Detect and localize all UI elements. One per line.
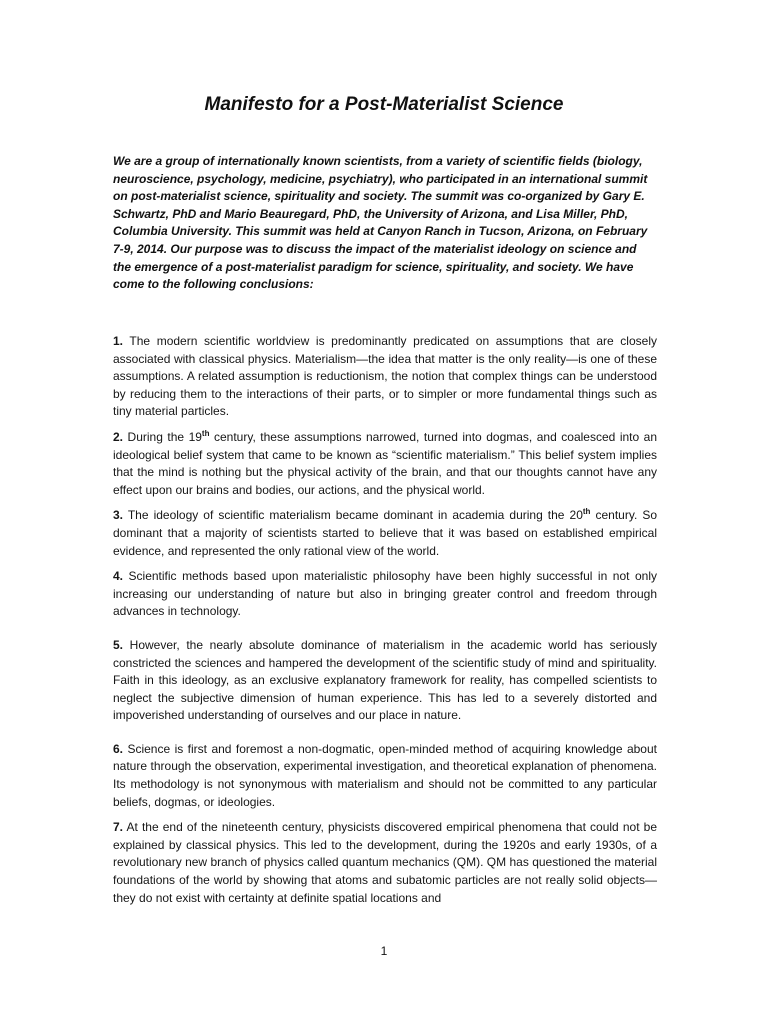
paragraph-text: The modern scientific worldview is predominantly predicated on assumptions that are closely associated with classical physics. Materialism—the idea that matter is the only reality—is one of these assumptions. A related assumption is reductionism, the notion that complex things can be understood by reducing them to the interactions of their parts, or to simpler or more fundamental things such as tiny material particles. xyxy=(113,334,657,419)
superscript: th xyxy=(201,428,210,438)
paragraph-text: However, the nearly absolute dominance of materialism in the academic world has seriously constricted the sciences and hampered the development of the scientific study of mind and spirituality. Faith in this ideology, as an exclusive explanatory framework for reality, has compelled scientists to neglect the subjective dimension of human experience. This has led to a severely distorted and impoverished understanding of ourselves and our place in nature. xyxy=(113,637,657,723)
page-title: Manifesto for a Post-Materialist Science xyxy=(204,94,564,115)
paragraph-2 xyxy=(113,429,657,499)
paragraph-text: At the end of the nineteenth century, physicists discovered empirical phenomena that could not be explained by classical physics. This led to the development, during the 1920s and early 1930s, of a revolutionary new branch of physics called quantum mechanics (QM). QM has questioned the material foundations of the world by showing that atoms and subatomic particles are not really solid objects—they do not exist with certainty at definite spatial locations and xyxy=(113,820,657,905)
paragraph-text-end: century. So dominant that a majority of scientists started to believe that it was based on established empirical evidence, and represented the only rational view of the world. xyxy=(113,508,657,558)
superscript: th xyxy=(582,507,591,517)
page-number: 1 xyxy=(380,944,388,958)
paragraph-number: 2. xyxy=(113,429,124,444)
paragraph-number: 6. xyxy=(113,741,124,756)
paragraph-text-start: During the 19 xyxy=(127,429,202,444)
paragraph-7 xyxy=(113,819,657,907)
paragraph-1 xyxy=(113,333,657,421)
paragraph-text-end: century, these assumptions narrowed, turned into dogmas, and coalesced into an ideological belief system that came to be known as “scientific materialism.” This belief system implies that the mind is nothing but the physical activity of the brain, and that our thoughts cannot have any effect upon our brains and bodies, our actions, and the physical world. xyxy=(113,429,658,497)
paragraph-3 xyxy=(113,507,657,560)
paragraph-6 xyxy=(113,741,657,811)
paragraph-number: 3. xyxy=(113,508,124,523)
paragraph-number: 4. xyxy=(113,569,124,584)
paragraph-text-start: The ideology of scientific materialism became dominant in academia during the 20 xyxy=(127,508,583,523)
paragraph-5 xyxy=(113,637,657,725)
paragraph-text: Science is first and foremost a non-dogmatic, open-minded method of acquiring knowledge about nature through the observation, experimental investigation, and theoretical explanation of phenomena. Its methodology is not synonymous with materialism and should not be committed to any particular beliefs, dogmas, or ideologies. xyxy=(113,741,657,809)
paragraph-number: 1. xyxy=(113,334,124,348)
document-body xyxy=(113,333,657,907)
paragraph-text: Scientific methods based upon materialistic philosophy have been highly successful in not only increasing our understanding of nature but also in bringing greater control and freedom through advances in technology. xyxy=(113,569,657,619)
paragraph-number: 5. xyxy=(113,637,124,652)
intro-paragraph: We are a group of internationally known scientists, from a variety of scientific fields (biology, neuroscience, psychology, medicine, psychiatry), who participated in an international summit on post-materialist science, spirituality and society. The summit was co-organized by Gary E. Schwartz, PhD and Mario Beauregard, PhD, the University of Arizona, and Lisa Miller, PhD, Columbia University. This summit was held at Canyon Ranch in Tucson, Arizona, on February 7-9, 2014. Our purpose was to discuss the impact of the materialist ideology on science and the emergence of a post-materialist paradigm for science, spirituality, and society. We have come to the following conclusions: xyxy=(113,154,648,292)
paragraph-4 xyxy=(113,568,657,621)
paragraph-number: 7. xyxy=(113,820,124,835)
